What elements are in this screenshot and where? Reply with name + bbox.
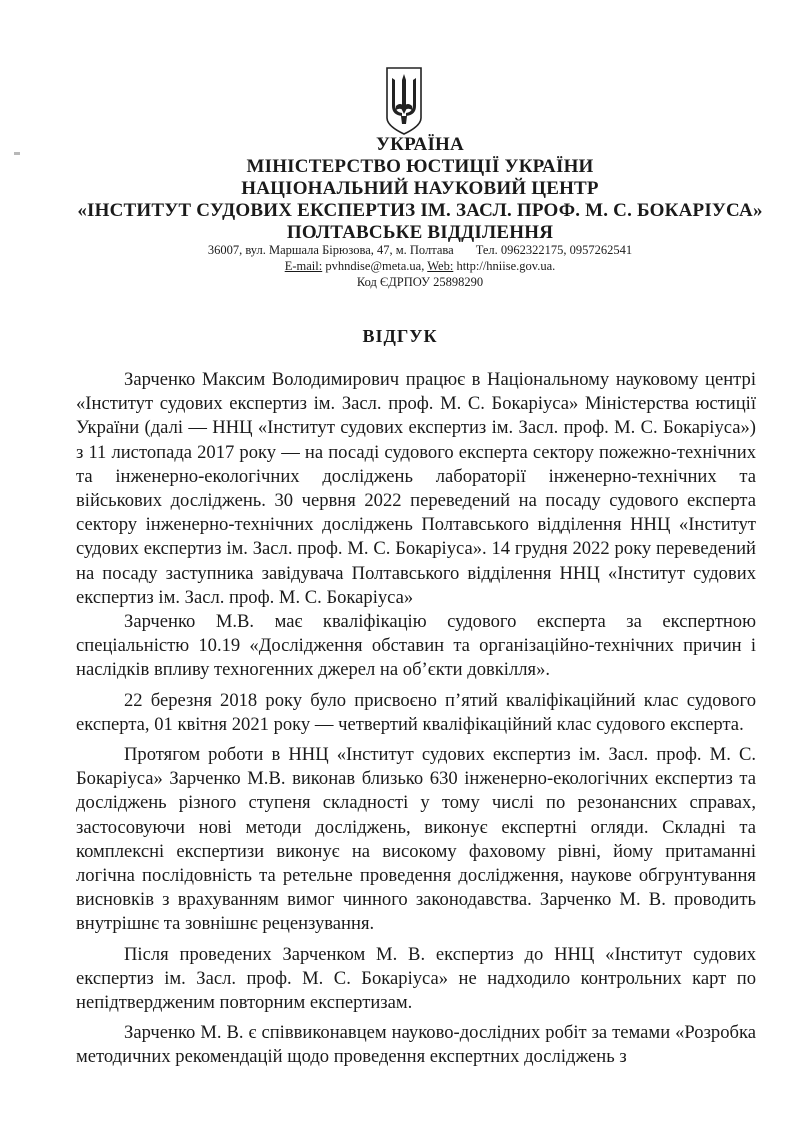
header-contacts-line	[40, 258, 800, 274]
header-address: 36007, вул. Маршала Бірюзова, 47, м. Полтава	[207, 243, 454, 257]
header-center: НАЦІОНАЛЬНИЙ НАУКОВИЙ ЦЕНТР	[241, 178, 599, 199]
header-ministry: МІНІСТЕРСТВО ЮСТИЦІЇ УКРАЇНИ	[246, 156, 594, 177]
paragraph: Після проведених Зарченком М. В. експертиз до ННЦ «Інститут судових експертиз ім. Засл. проф. М. С. Бокаріуса» не надходило контрольних карт по непідтвердженим повторним експертизам.	[76, 943, 756, 1014]
web-link[interactable]: http://hniise.gov.ua.	[456, 259, 556, 273]
document-title: ВІДГУК	[362, 326, 438, 346]
trident-emblem-icon	[384, 66, 424, 136]
scan-speck	[14, 152, 20, 155]
paragraph: Зарченко М. В. є співвиконавцем науково-дослідних робіт за темами «Розробка методичних рекомендацій щодо проведення експертних досліджень з	[76, 1022, 756, 1068]
email-link[interactable]: pvhndise@meta.ua,	[325, 259, 425, 273]
header-address-line	[40, 242, 800, 258]
header-edrpou: Код ЄДРПОУ 25898290	[356, 275, 484, 289]
header-country: УКРАЇНА	[376, 134, 464, 155]
document-body	[76, 368, 756, 1070]
web-label: Web:	[427, 259, 454, 273]
email-label: E-mail:	[284, 259, 323, 273]
paragraph: Зарченко М.В. має кваліфікацію судового експерта за експертною спеціальністю 10.19 «Дослідження обставин та організаційно-технічних причин і наслідків впливу техногенних джерел на об’єкти довкілля».	[76, 611, 756, 681]
paragraph: Протягом роботи в ННЦ «Інститут судових експертиз ім. Засл. проф. М. С. Бокаріуса» Зарченко М.В. виконав близько 630 інженерно-екологічних експертиз та досліджень різного ступеня складності у тому числі по резонансних справах, застосовуючи нові методи досліджень, виконує експертні огляди. Складні та комплексні експертизи виконує на високому фаховому рівні, йому притаманні логічна послідовність та ретельне проведення дослідження, наукове обгрунтування висновків з врахуванням вимог чинного законодавства. Зарченко М. В. проводить внутрішнє та зовнішнє рецензування.	[76, 744, 756, 935]
header-phone: Тел. 0962322175, 0957262541	[475, 243, 633, 257]
paragraph: 22 березня 2018 року було присвоєно п’ятий кваліфікаційний клас судового експерта, 01 квітня 2021 року — четвертий кваліфікаційний клас судового експерта.	[76, 689, 756, 735]
header-branch: ПОЛТАВСЬКЕ ВІДДІЛЕННЯ	[286, 222, 554, 243]
header-institute: «ІНСТИТУТ СУДОВИХ ЕКСПЕРТИЗ ІМ. ЗАСЛ. ПРОФ. М. С. БОКАРІУСА»	[77, 200, 763, 221]
paragraph: Зарченко Максим Володимирович працює в Національному науковому центрі «Інститут судових експертиз ім. Засл. проф. М. С. Бокаріуса» Міністерства юстиції України (далі — ННЦ «Інститут судових експертиз ім. Засл. проф. М. С. Бокаріуса») з 11 листопада 2017 року — на посаді судового експерта сектору пожежно-технічних та інженерно-екологічних досліджень лабораторії інженерно-технічних та військових досліджень. 30 червня 2022 переведений на посаду судового експерта сектору інженерно-технічних досліджень Полтавського відділення ННЦ «Інститут судових експертиз ім. Засл. проф. М. С. Бокаріуса». 14 грудня 2022 року переведений на посаду заступника завідувача Полтавського відділення ННЦ «Інститут судових експертиз ім. Засл. проф. М. С. Бокаріуса»	[76, 369, 756, 608]
